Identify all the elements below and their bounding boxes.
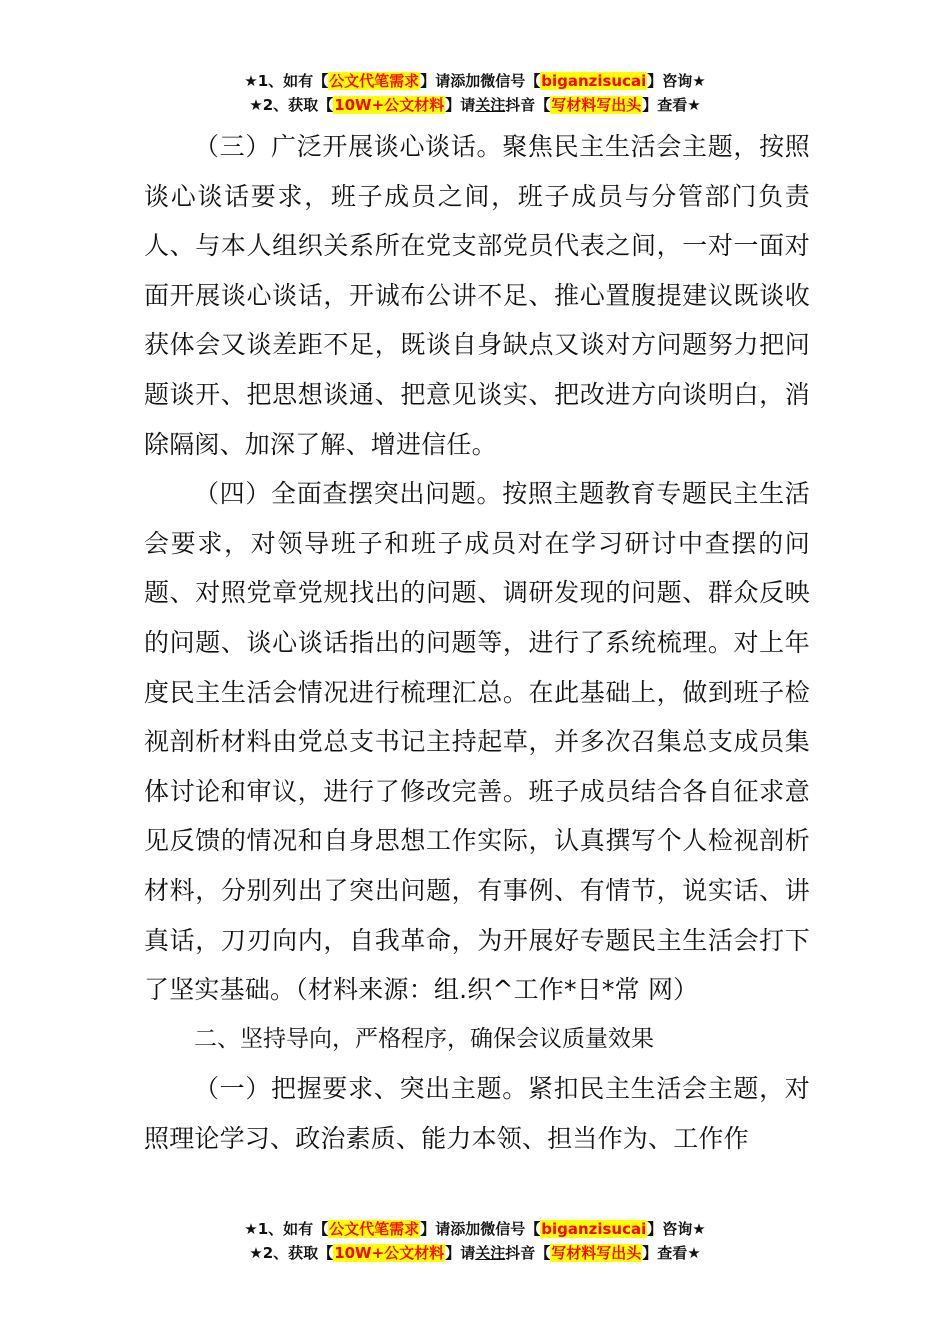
- banner-wechat-id: biganzisucai: [541, 72, 647, 90]
- banner-highlight: 10W+公文材料: [334, 96, 445, 114]
- banner-highlight: 写材料写出头: [551, 1244, 642, 1262]
- banner-text: 】请: [445, 96, 476, 114]
- banner-text: 】请添加微信号【: [420, 1220, 541, 1238]
- banner-text: 】请添加微信号【: [420, 72, 541, 90]
- banner-text: 】查看★: [642, 96, 701, 114]
- document-body: [144, 122, 810, 1163]
- banner-text: ★2、获取【: [249, 96, 334, 114]
- top-banner: [0, 69, 950, 117]
- banner-text: 】请: [445, 1244, 476, 1262]
- banner-highlight: 公文代笔需求: [329, 72, 420, 90]
- bottom-banner: [0, 1217, 950, 1265]
- paragraph-3: （三）广泛开展谈心谈话。聚焦民主生活会主题，按照谈心谈话要求，班子成员之间，班子成员与分管部门负责人、与本人组织关系所在党支部党员代表之间，一对一面对面开展谈心谈话，开诚布公讲不足、推心置腹提建议既谈收获体会又谈差距不足，既谈自身缺点又谈对方问题努力把问题谈开、把思想谈通、把意见谈实、把改进方向谈明白，消除隔阂、加深了解、增进信任。: [144, 132, 810, 459]
- banner-text: 】咨询★: [647, 72, 706, 90]
- banner-highlight: 公文代笔需求: [329, 1220, 420, 1238]
- banner-text: ★2、获取【: [249, 1244, 334, 1262]
- section-heading-2: 二、坚持导向，严格程序，确保会议质量效果: [194, 1025, 654, 1052]
- banner-text: 抖音【: [505, 96, 551, 114]
- banner-line-1: [0, 1217, 950, 1241]
- banner-highlight: 写材料写出头: [551, 96, 642, 114]
- banner-text: ★1、如有【: [244, 72, 329, 90]
- paragraph-5: （一）把握要求、突出主题。紧扣民主生活会主题，对照理论学习、政治素质、能力本领、担当作为、工作作: [144, 1074, 810, 1153]
- paragraph-4: （四）全面查摆突出问题。按照主题教育专题民主生活会要求，对领导班子和班子成员对在学习研讨中查摆的问题、对照党章党规找出的问题、调研发现的问题、群众反映的问题、谈心谈话指出的问题等，进行了系统梳理。对上年度民主生活会情况进行梳理汇总。在此基础上，做到班子检视剖析材料由党总支书记主持起草，并多次召集总支成员集体讨论和审议，进行了修改完善。班子成员结合各自征求意见反馈的情况和自身思想工作实际，认真撰写个人检视剖析材料，分别列出了突出问题，有事例、有情节，说实话、讲真话，刀刃向内，自我革命，为开展好专题民主生活会打下了坚实基础。（材料来源：组.织^工作*日*常 网）: [144, 479, 810, 1005]
- banner-underlined: 关注: [475, 1244, 506, 1262]
- banner-highlight: 10W+公文材料: [334, 1244, 445, 1262]
- banner-line-1: [0, 69, 950, 93]
- banner-underlined: 关注: [475, 96, 506, 114]
- banner-wechat-id: biganzisucai: [541, 1220, 647, 1238]
- banner-text: 】咨询★: [647, 1220, 706, 1238]
- banner-line-2: [0, 1241, 950, 1265]
- banner-text: 】查看★: [642, 1244, 701, 1262]
- banner-text: 抖音【: [505, 1244, 551, 1262]
- banner-line-2: [0, 93, 950, 117]
- banner-text: ★1、如有【: [244, 1220, 329, 1238]
